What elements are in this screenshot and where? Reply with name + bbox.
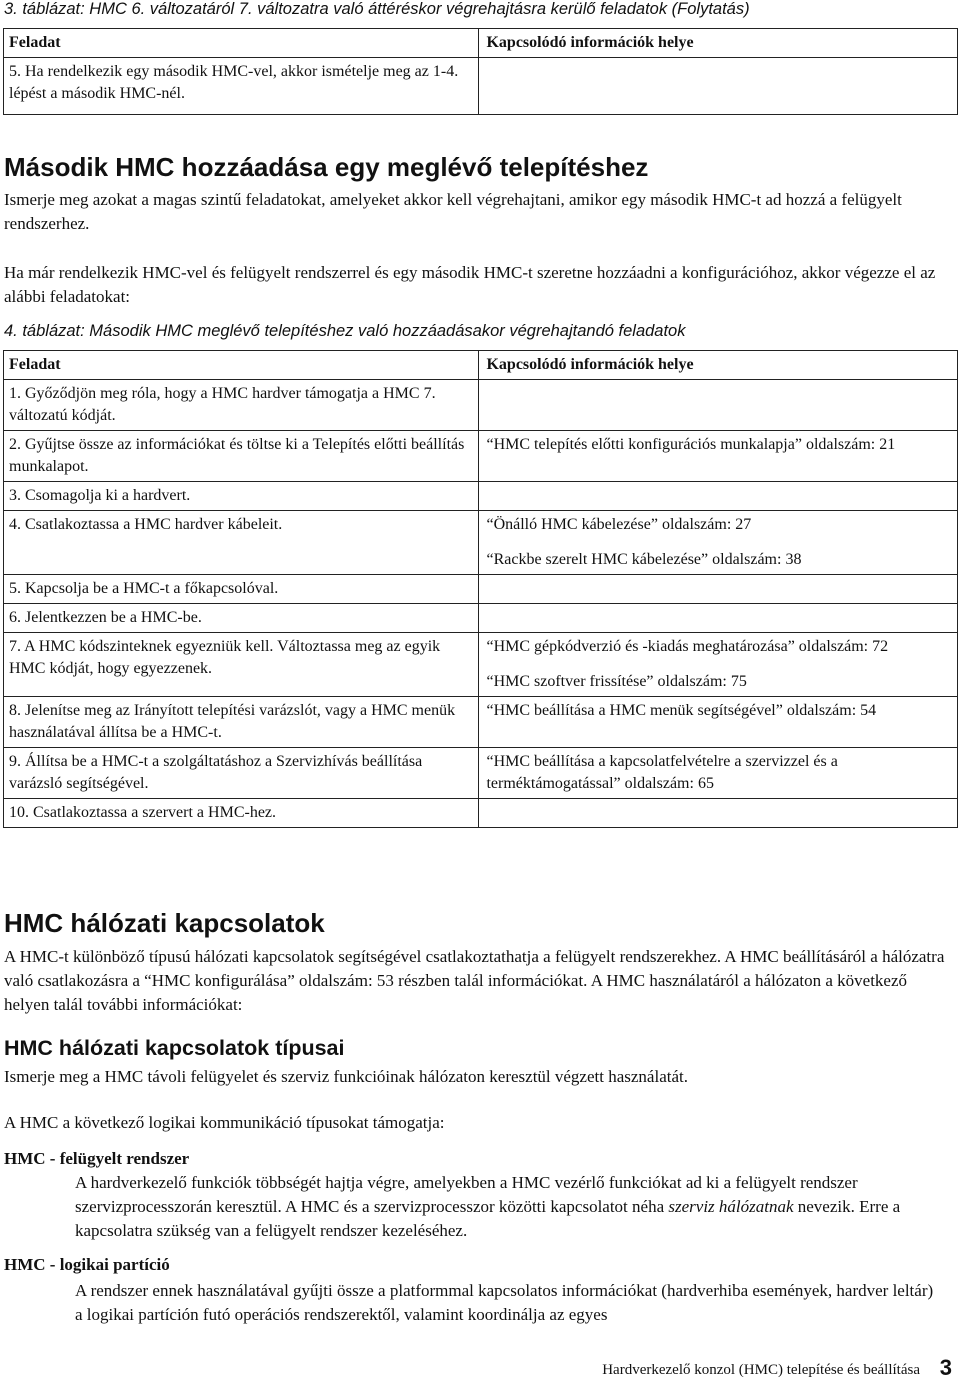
table4-task-2: 2. Gyűjtse össze az információkat és töltse ki a Telepítés előtti beállítás munkalapot. (4, 431, 479, 482)
footer-title: Hardverkezelő konzol (HMC) telepítése és beállítása (602, 1362, 920, 1378)
table-row (4, 633, 958, 697)
table3-header-info: Kapcsolódó információk helye (479, 29, 958, 58)
table4-task-7: 7. A HMC kódszinteknek egyezniük kell. Változtassa meg az egyik HMC kódját, hogy egyezzenek. (4, 633, 479, 697)
table4-info-7-ref-1[interactable]: “HMC gépkódverzió és -kiadás meghatározása” oldalszám: 72 (486, 638, 889, 655)
table4-info-1 (479, 380, 958, 431)
table4-info-4 (479, 511, 958, 575)
table-row (4, 748, 958, 799)
table3-header-row (4, 29, 958, 58)
table4-info-8 (479, 697, 958, 748)
table4-info-6 (479, 604, 958, 633)
table3-header-task: Feladat (4, 29, 479, 58)
table3 (3, 28, 958, 115)
table4-task-4: 4. Csatlakoztassa a HMC hardver kábeleit. (4, 511, 479, 575)
table-row (4, 799, 958, 828)
table4-header-info: Kapcsolódó információk helye (479, 351, 958, 380)
table4-info-2 (479, 431, 958, 482)
table4-info-4-ref-1[interactable]: “Önálló HMC kábelezése” oldalszám: 27 (486, 516, 752, 533)
table4-info-5 (479, 575, 958, 604)
table4-task-3: 3. Csomagolja ki a hardvert. (4, 482, 479, 511)
section3-paragraph-2: A HMC a következő logikai kommunikáció típusokat támogatja: (4, 1113, 445, 1132)
table4-info-9-ref[interactable]: “HMC beállítása a kapcsolatfelvételre a szervizzel és a terméktámogatással” oldalszám: 65 (486, 753, 838, 792)
section3-paragraph-1: Ismerje meg a HMC távoli felügyelet és szerviz funkcióinak hálózaton keresztül végzett használatát. (4, 1067, 688, 1086)
table-row (4, 482, 958, 511)
table-row (4, 575, 958, 604)
table4-info-4-ref-2[interactable]: “Rackbe szerelt HMC kábelezése” oldalszám: 38 (486, 551, 802, 568)
table4 (3, 350, 958, 828)
table4-info-7 (479, 633, 958, 697)
definition-hmc-managed-system (75, 1171, 935, 1243)
table4-info-7-ref-2[interactable]: “HMC szoftver frissítése” oldalszám: 75 (486, 673, 747, 690)
table-row (4, 58, 958, 115)
definition-hmc-logical-partition: A rendszer ennek használatával gyűjti össze a platformmal kapcsolatos információkat (hardverhiba események, hardver leltár) a logikai partíción futó operációs rendszerektől, valamint koordinálja az egyes (75, 1281, 934, 1324)
table3-caption: 3. táblázat: HMC 6. változatáról 7. változatra való áttéréskor végrehajtásra kerülő feladatok (Folytatás) (4, 0, 750, 18)
table4-info-10 (479, 799, 958, 828)
table-row (4, 431, 958, 482)
table4-info-8-ref[interactable]: “HMC beállítása a HMC menük segítségével” oldalszám: 54 (486, 702, 877, 719)
table4-task-6: 6. Jelentkezzen be a HMC-be. (4, 604, 479, 633)
table3-row-task: 5. Ha rendelkezik egy második HMC-vel, akkor ismételje meg az 1-4. lépést a második HMC-nél. (4, 58, 479, 115)
section1-paragraph-2: Ha már rendelkezik HMC-vel és felügyelt rendszerrel és egy második HMC-t szeretne hozzáadni a konfigurációhoz, akkor végezze el az alábbi feladatokat: (4, 263, 936, 306)
table4-header-task: Feladat (4, 351, 479, 380)
page-number: 3 (939, 1355, 952, 1380)
section-title-second-hmc: Második HMC hozzáadása egy meglévő telepítéshez (4, 152, 649, 182)
table-row (4, 511, 958, 575)
table4-info-9 (479, 748, 958, 799)
term-hmc-logical-partition: HMC - logikai partíció (4, 1255, 170, 1274)
table4-info-2-ref[interactable]: “HMC telepítés előtti konfigurációs munkalapja” oldalszám: 21 (486, 436, 896, 453)
table-row (4, 697, 958, 748)
table3-row-info (479, 58, 958, 115)
table4-info-3 (479, 482, 958, 511)
table4-header-row (4, 351, 958, 380)
table4-task-8: 8. Jelenítse meg az Irányított telepítési varázslót, vagy a HMC menük használatával állítsa be a HMC-t. (4, 697, 479, 748)
definition-1-text-b: nevezik. Erre a kapcsolatra szükség van a felügyelt rendszer kezeléséhez. (75, 1197, 901, 1240)
table-row (4, 604, 958, 633)
definition-1-text-a: A hardverkezelő funkciók többségét hajtja végre, amelyekben a HMC vezérlő funkciókat ad ki a felügyelt rendszer szervizprocesszorán keresztül. A HMC és a szervizprocesszor közötti kapcsolatot néha (75, 1173, 858, 1216)
table4-task-1: 1. Győződjön meg róla, hogy a HMC hardver támogatja a HMC 7. változatú kódját. (4, 380, 479, 431)
section1-paragraph-1: Ismerje meg azokat a magas szintű feladatokat, amelyeket akkor kell végrehajtani, amikor egy második HMC-t ad hozzá a felügyelt rendszerhez. (4, 190, 902, 233)
table4-task-9: 9. Állítsa be a HMC-t a szolgáltatáshoz a Szervizhívás beállítása varázsló segítségével. (4, 748, 479, 799)
section-title-network-connections: HMC hálózati kapcsolatok (4, 908, 325, 938)
section2-paragraph-1: A HMC-t különböző típusú hálózati kapcsolatok segítségével csatlakoztathatja a felügyelt rendszerekhez. A HMC beállításáról a hálózatra való csatlakozásra a “HMC konfigurálása” oldalszám: 53 részben talál információkat. A HMC használatáról a hálózaton a következő helyen talál további információkat: (4, 947, 945, 1014)
section-title-connection-types: HMC hálózati kapcsolatok típusai (4, 1036, 345, 1060)
term-hmc-managed-system: HMC - felügyelt rendszer (4, 1149, 190, 1168)
table4-task-5: 5. Kapcsolja be a HMC-t a főkapcsolóval. (4, 575, 479, 604)
table4-task-10: 10. Csatlakoztassa a szervert a HMC-hez. (4, 799, 479, 828)
table-row (4, 380, 958, 431)
table4-caption: 4. táblázat: Második HMC meglévő telepítéshez való hozzáadásakor végrehajtandó feladatok (4, 322, 686, 340)
definition-1-emphasis: szerviz hálózatnak (668, 1197, 794, 1216)
